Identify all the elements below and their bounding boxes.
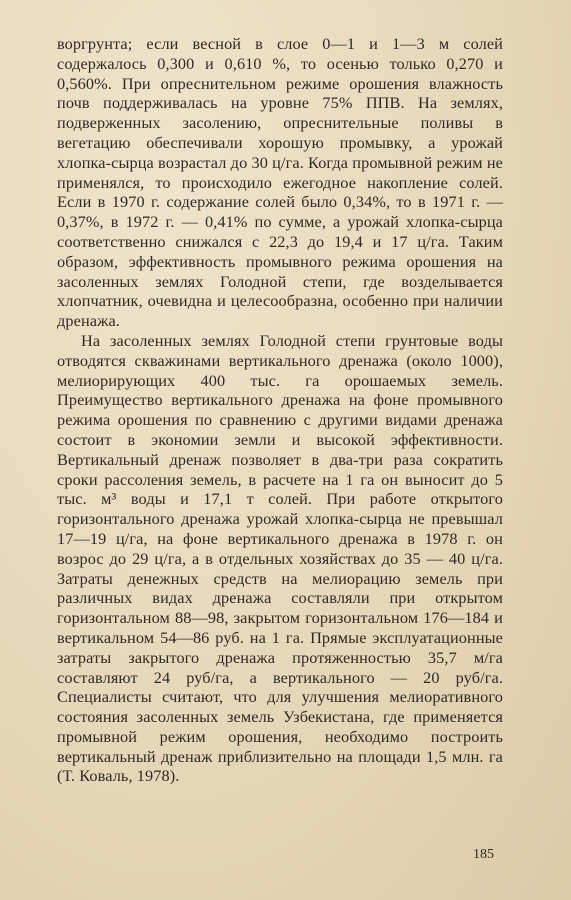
page-body <box>57 34 503 786</box>
page-number: 185 <box>473 847 494 862</box>
paragraph-2: На засоленных землях Голодной степи грунтовые воды отводятся скважинами вертикального дренажа (около 1000), мелиорирующих 400 тыс. га орошаемых земель. Преимущество вертикального дренажа на фоне промывного режима орошения по сравнению с другими видами дренажа состоит в экономии земли и высокой эффективности. Вертикальный дренаж позволяет в два-три раза сократить сроки рассоления земель, в расчете на 1 га он выносит до 5 тыс. м³ воды и 17,1 т солей. При работе открытого горизонтального дренажа урожай хлопка-сырца не превышал 17—19 ц/га, на фоне вертикального дренажа в 1978 г. он возрос до 29 ц/га, а в отдельных хозяйствах до 35 — 40 ц/га. Затраты денежных средств на мелиорацию земель при различных видах дренажа составляли при открытом горизонтальном 88—98, закрытом горизонтальном 176—184 и вертикальном 54—86 руб. на 1 га. Прямые эксплуатационные затраты закрытого дренажа протяженностью 35,7 м/га составляют 24 руб/га, а вертикального — 20 руб/га. Специалисты считают, что для улучшения мелиоративного состояния засоленных земель Узбекистана, где применяется промывной режим орошения, необходимо построить вертикальный дренаж приблизительно на площади 1,5 млн. га (Т. Коваль, 1978). <box>57 330 503 786</box>
paragraph-1: воргрунта; если весной в слое 0—1 и 1—3 м солей содержалось 0,300 и 0,610 %, то осенью только 0,270 и 0,560%. При опреснительном режиме орошения влажность почв поддерживалась на уровне 75% ППВ. На землях, подверженных засолению, опреснительные поливы в вегетацию обеспечивали хорошую промывку, а урожай хлопка-сырца возрастал до 30 ц/га. Когда промывной режим не применялся, то происходило ежегодное накопление солей. Если в 1970 г. содержание солей было 0,34%, то в 1971 г. — 0,37%, в 1972 г. — 0,41% по сумме, а урожай хлопка-сырца соответственно снижался с 22,3 до 19,4 и 17 ц/га. Таким образом, эффективность промывного режима орошения на засоленных землях Голодной степи, где возделывается хлопчатник, очевидна и целесообразна, особенно при наличии дренажа. <box>57 34 503 331</box>
